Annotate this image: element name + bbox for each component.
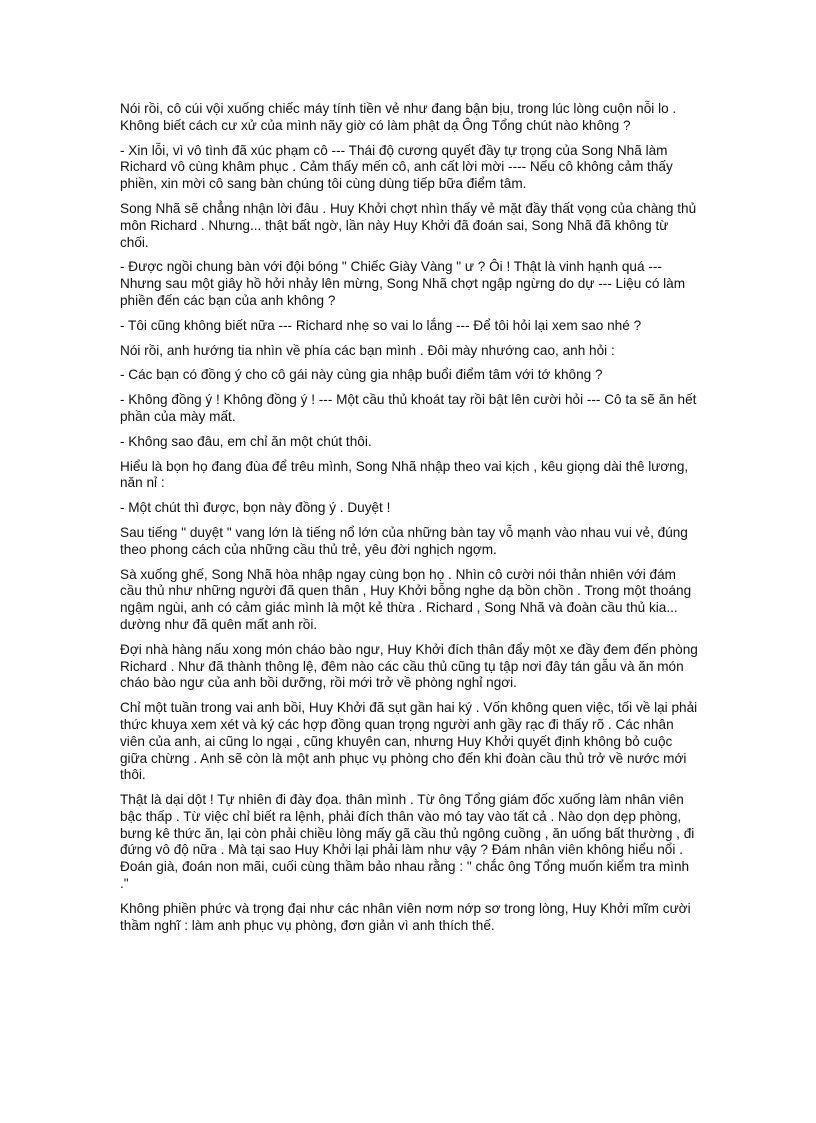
paragraph-5: - Tôi cũng không biết nữa --- Richard nhẹ so vai lo lắng --- Để tôi hỏi lại xem sao nhé ? (120, 317, 642, 333)
paragraph-4: - Được ngồi chung bàn với đội bóng " Chiếc Giày Vàng " ư ? Ôi ! Thật là vinh hạnh quá --- Nhưng sau một giây hồ hởi nhảy lên mừng, Song Nhã chợt ngập ngừng do dự --- Liệu có làm phiền đến các bạn của anh không ? (120, 259, 686, 308)
paragraph-13: Sà xuống ghế, Song Nhã hòa nhập ngay cùng bọn họ . Nhìn cô cười nói thản nhiên với đám cầu thủ như những người đã quen thân , Huy Khởi bỗng nghe dạ bồn chồn . Trong một thoáng ngậm ngùi, anh có cảm giác mình là một kẻ thừa . Richard , Song Nhã và đoàn cầu thủ kia... dường như đã quên mất anh rồi. (120, 566, 692, 632)
paragraph-3: Song Nhã sẽ chẳng nhận lời đâu . Huy Khởi chợt nhìn thấy vẻ mặt đầy thất vọng của chàng thủ môn Richard . Nhưng... thật bất ngờ, lần này Huy Khởi đã đoán sai, Song Nhã đã không từ chối. (120, 200, 697, 250)
paragraph-12: Sau tiếng " duyệt " vang lớn là tiếng nổ lớn của những bàn tay vỗ mạnh vào nhau vui vẻ, đúng theo phong cách của những cầu thủ trẻ, yêu đời nghịch ngợm. (120, 524, 688, 557)
paragraph-9: - Không sao đâu, em chỉ ăn một chút thôi. (120, 433, 372, 449)
paragraph-8: - Không đồng ý ! Không đồng ý ! --- Một cầu thủ khoát tay rồi bật lên cười hỏi --- Cô ta sẽ ăn hết phần của mày mất. (120, 392, 697, 424)
paragraph-11: - Một chút thì được, bọn này đồng ý . Duyệt ! (120, 500, 391, 516)
paragraph-16: Thật là dại dột ! Tự nhiên đi đày đọa. thân mình . Từ ông Tổng giám đốc xuống làm nhân viên bậc thấp . Từ việc chỉ biết ra lệnh, phải đích thân vào mó tay vào tất cả . Nào dọn dẹp phòng, bưng kê thức ăn, lại còn phải chiều lòng mấy gã cầu thủ ngông cuồng , ăn uống bất thường , đi đứng vô độ nữa . Mà tại sao Huy Khởi lại phải làm như vậy ? Đám nhân viên không hiểu nổi . Đoán già, đoán non mãi, cuối cùng thầm bảo nhau rằng : " chắc ông Tổng muốn kiểm tra mình ." (120, 792, 695, 892)
paragraph-6: Nói rồi, anh hướng tia nhìn về phía các bạn mình . Đôi mày nhướng cao, anh hỏi : (120, 342, 615, 358)
paragraph-1: Nói rồi, cô cúi vội xuống chiếc máy tính tiền vẻ như đang bận bịu, trong lúc lòng cuộn nỗi lo . Không biết cách cư xử của mình nãy giờ có làm phật dạ Ông Tổng chút nào không ? (120, 101, 677, 133)
paragraph-10: Hiểu là bọn họ đang đùa để trêu mình, Song Nhã nhập theo vai kịch , kêu giọng dài thê lương, năn nỉ : (120, 458, 689, 491)
paragraph-2: - Xin lỗi, vì vô tình đã xúc phạm cô --- Thái độ cương quyết đầy tự trọng của Song Nhã làm Richard vô cùng khâm phục . Cảm thấy mến cô, anh cất lời mời ---- Nếu cô không cảm thấy phiền, xin mời cô sang bàn chúng tôi cùng dùng tiếp bữa điểm tâm. (120, 142, 673, 192)
paragraph-17: Không phiền phức và trọng đại như các nhân viên nơm nớp sơ trong lòng, Huy Khởi mĩm cười thầm nghĩ : làm anh phục vụ phòng, đơn giản vì anh thích thế. (120, 900, 691, 933)
paragraph-15: Chỉ một tuần trong vai anh bồi, Huy Khởi đã sụt gần hai ký . Vốn không quen việc, tối về lại phải thức khuya xem xét và ký các hợp đồng quan trọng người anh gầy rạc đi thấy rõ . Các nhân viên của anh, ai cũng lo ngại , cũng khuyên can, nhưng Huy Khởi quyết định không bỏ cuộc giữa chừng . Anh sẽ còn là một anh phục vụ phòng cho đến khi đoàn cầu thủ trở về nước mới thôi. (120, 700, 698, 783)
paragraph-14: Đợi nhà hàng nấu xong món cháo bào ngư, Huy Khởi đích thân đẩy một xe đầy đem đến phòng Richard . Như đã thành thông lệ, đêm nào các cầu thủ cũng tụ tập nơi đây tán gẫu và ăn món cháo bào ngư của anh bồi dưỡng, rồi mới trở về phòng nghỉ ngơi. (120, 641, 698, 691)
paragraph-7: - Các bạn có đồng ý cho cô gái này cùng gia nhập buổi điểm tâm với tớ không ? (120, 367, 603, 383)
document-page (120, 101, 700, 942)
